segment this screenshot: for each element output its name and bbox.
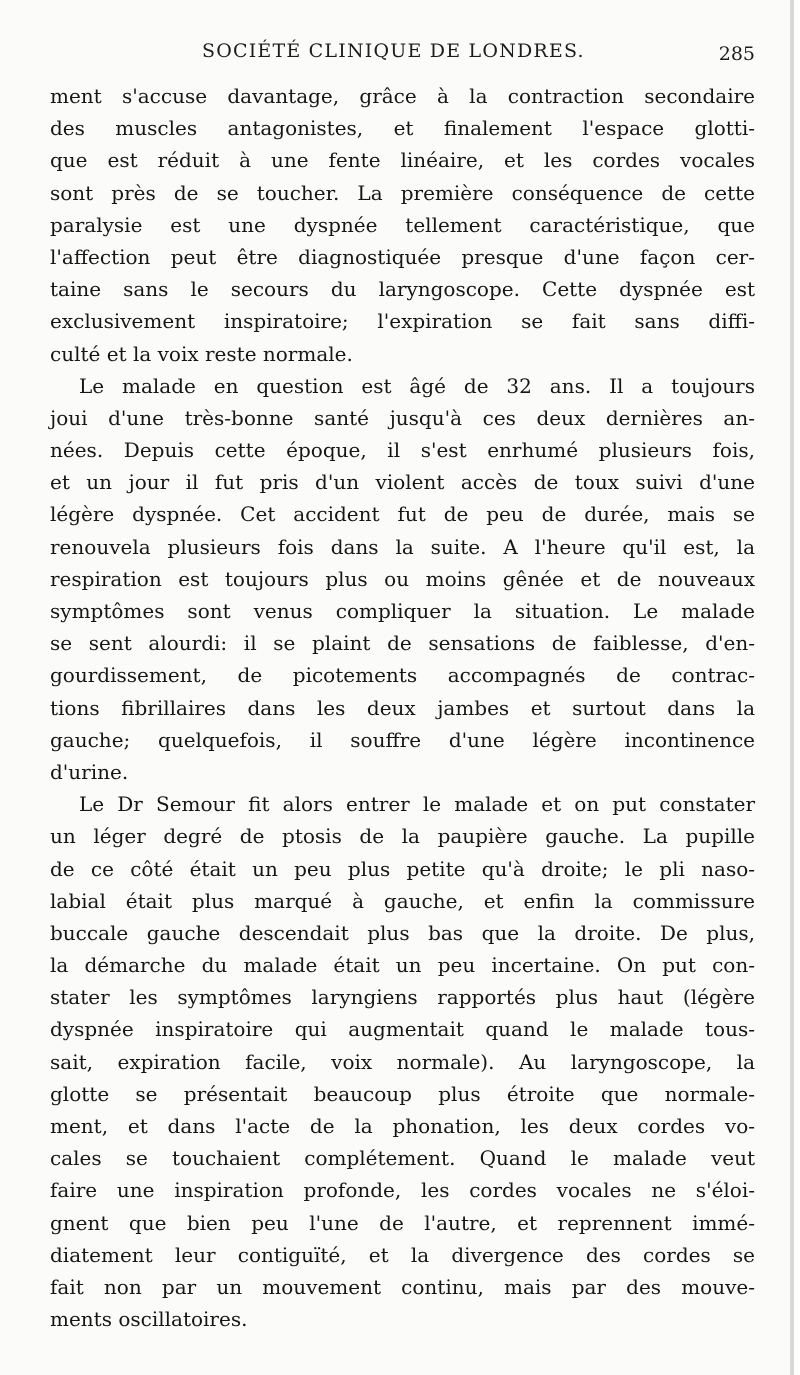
- paragraph-2: [50, 370, 755, 788]
- text-line: cales se touchaient complétement. Quand le malade veut: [50, 1146, 755, 1171]
- text-line: respiration est toujours plus ou moins gênée et de nouveaux: [50, 566, 755, 591]
- text-line: buccale gauche descendait plus bas que la droite. De plus,: [50, 920, 755, 945]
- text-line: légère dyspnée. Cet accident fut de peu de durée, mais se: [50, 502, 755, 527]
- text-line: nées. Depuis cette époque, il s'est enrhumé plusieurs fois,: [50, 438, 755, 463]
- paragraph-2-text: [50, 370, 755, 788]
- page-header: [50, 40, 755, 70]
- text-line: joui d'une très-bonne santé jusqu'à ces deux dernières an-: [50, 405, 755, 430]
- paragraph-3-text: [50, 788, 755, 1335]
- text-line: gauche; quelquefois, il souffre d'une légère incontinence: [50, 727, 755, 752]
- text-line: Le malade en question est âgé de 32 ans. Il a toujours: [79, 373, 755, 398]
- text-line: l'affection peut être diagnostiquée presque d'une façon cer-: [50, 244, 755, 269]
- text-line: se sent alourdi: il se plaint de sensations de faiblesse, d'en-: [50, 631, 755, 656]
- text-line: un léger degré de ptosis de la paupière gauche. La pupille: [50, 824, 755, 849]
- page-number: 285: [718, 43, 755, 65]
- text-line: sait, expiration facile, voix normale). Au laryngoscope, la: [50, 1049, 755, 1074]
- paragraph-1-text: [50, 80, 755, 370]
- text-line: fait non par un mouvement continu, mais par des mouve-: [50, 1274, 755, 1299]
- body-text: [50, 80, 755, 1335]
- text-line: stater les symptômes laryngiens rapportés plus haut (légère: [50, 985, 755, 1010]
- text-line: d'urine.: [50, 759, 129, 784]
- text-line: renouvela plusieurs fois dans la suite. A l'heure qu'il est, la: [50, 534, 755, 559]
- text-line: diatement leur contiguïté, et la divergence des cordes se: [50, 1242, 755, 1267]
- text-line: dyspnée inspiratoire qui augmentait quand le malade tous-: [50, 1017, 755, 1042]
- text-line: et un jour il fut pris d'un violent accès de toux suivi d'une: [50, 470, 755, 495]
- paragraph-1: [50, 80, 755, 370]
- text-line: gourdissement, de picotements accompagnés de contrac-: [50, 663, 755, 688]
- text-line: que est réduit à une fente linéaire, et les cordes vocales: [50, 148, 755, 173]
- text-line: culté et la voix reste normale.: [50, 341, 353, 366]
- text-line: sont près de se toucher. La première conséquence de cette: [50, 180, 755, 205]
- text-line: ments oscillatoires.: [50, 1307, 248, 1332]
- text-line: Le Dr Semour fit alors entrer le malade et on put constater: [79, 792, 755, 817]
- text-line: de ce côté était un peu plus petite qu'à droite; le pli naso-: [50, 856, 755, 881]
- text-line: gnent que bien peu l'une de l'autre, et reprennent immé-: [50, 1210, 755, 1235]
- running-head: SOCIÉTÉ CLINIQUE DE LONDRES.: [202, 40, 585, 62]
- text-line: glotte se présentait beaucoup plus étroite que normale-: [50, 1081, 755, 1106]
- text-line: labial était plus marqué à gauche, et enfin la commissure: [50, 888, 755, 913]
- text-line: exclusivement inspiratoire; l'expiration se fait sans diffi-: [50, 309, 755, 334]
- text-line: la démarche du malade était un peu incertaine. On put con-: [50, 953, 755, 978]
- text-line: taine sans le secours du laryngoscope. Cette dyspnée est: [50, 277, 755, 302]
- text-line: tions fibrillaires dans les deux jambes et surtout dans la: [50, 695, 755, 720]
- text-line: ment s'accuse davantage, grâce à la contraction secondaire: [50, 84, 755, 108]
- text-line: ment, et dans l'acte de la phonation, les deux cordes vo-: [50, 1114, 755, 1138]
- paragraph-3: [50, 788, 755, 1335]
- text-line: des muscles antagonistes, et finalement l'espace glotti-: [50, 116, 755, 141]
- text-line: paralysie est une dyspnée tellement caractéristique, que: [50, 212, 755, 237]
- text-line: symptômes sont venus compliquer la situation. Le malade: [50, 599, 755, 623]
- text-line: faire une inspiration profonde, les cordes vocales ne s'éloi-: [50, 1178, 755, 1203]
